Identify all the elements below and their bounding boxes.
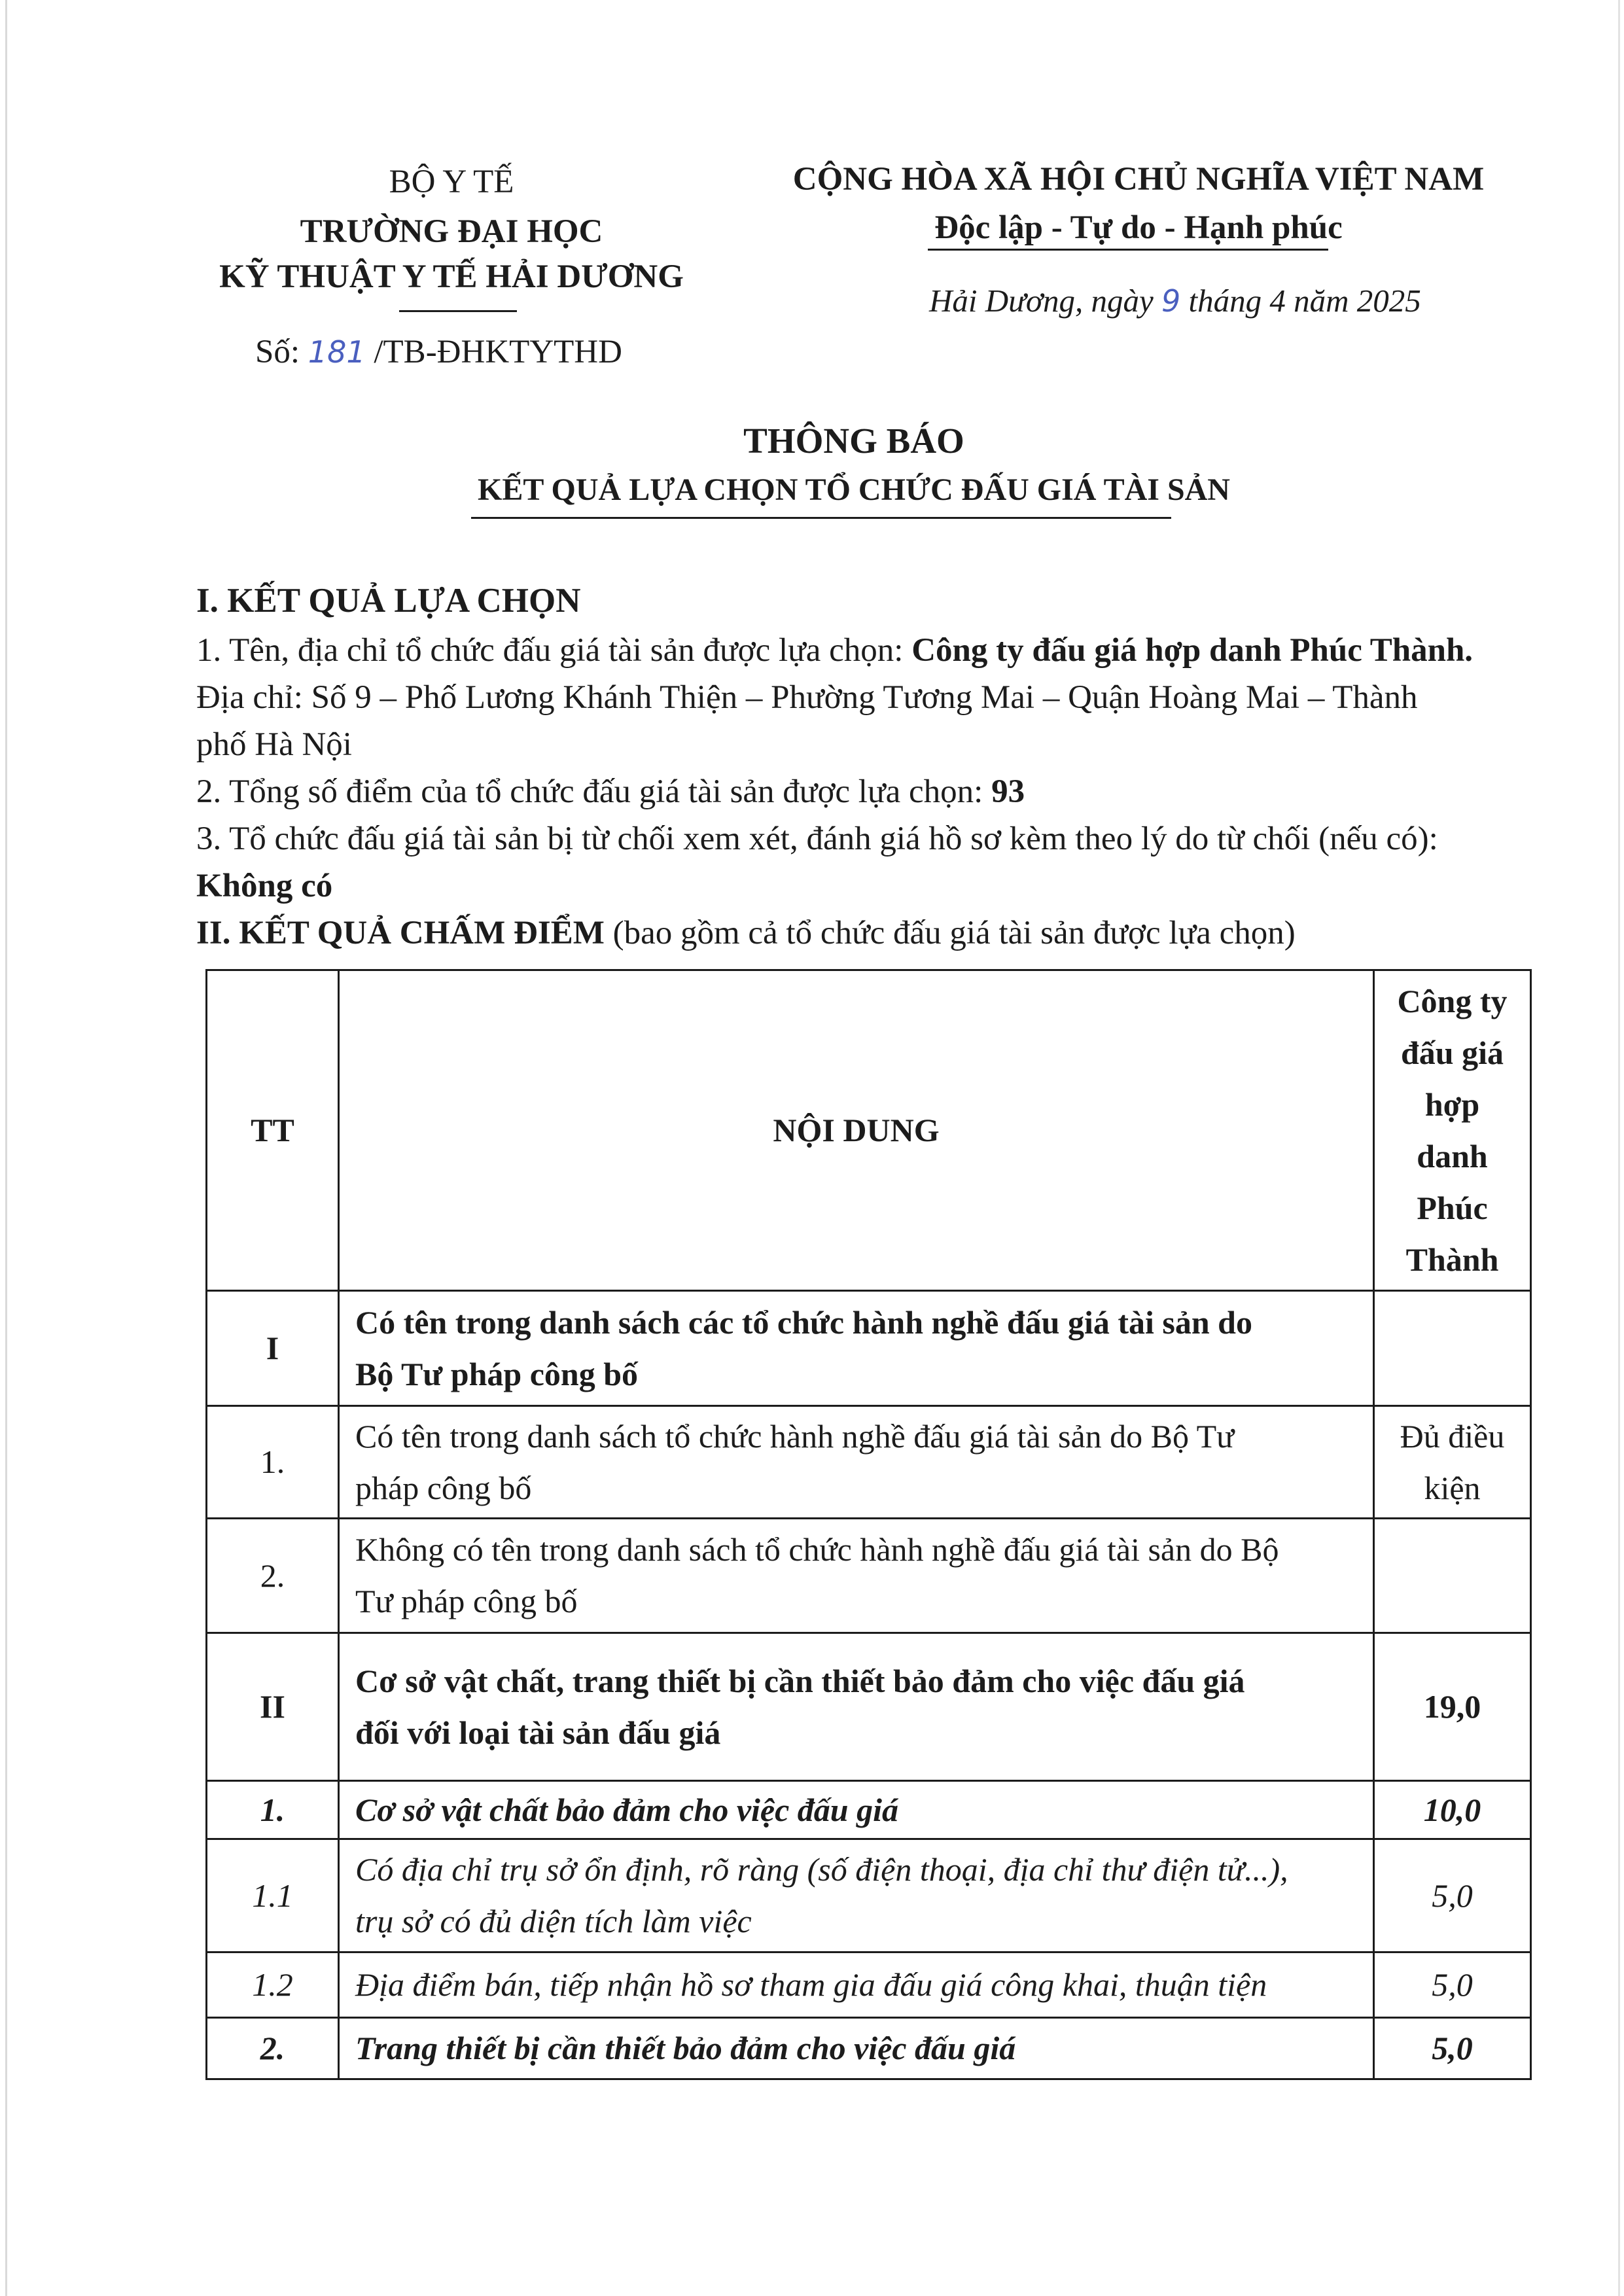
section1-heading: I. KẾT QUẢ LỰA CHỌN <box>196 582 581 620</box>
row-value <box>1374 1291 1531 1406</box>
section2-heading-line <box>196 910 1511 957</box>
row-tt: 2. <box>207 1519 339 1633</box>
row-tt: II <box>207 1633 339 1781</box>
date-suffix: tháng 4 năm 2025 <box>1188 283 1421 319</box>
document-subtitle: KẾT QUẢ LỰA CHỌN TỔ CHỨC ĐẤU GIÁ TÀI SẢN <box>478 472 1230 507</box>
document-title: THÔNG BÁO <box>743 421 964 461</box>
table-row <box>207 1519 1531 1633</box>
header-org-line: Công ty <box>1397 982 1508 1019</box>
row-value-line: 19,0 <box>1423 1688 1481 1725</box>
header-org-line: hợp <box>1424 1086 1480 1123</box>
row-content <box>339 1839 1374 1952</box>
row-content-line: Bộ Tư pháp công bố <box>355 1355 639 1392</box>
row-content-line: Trang thiết bị cần thiết bảo đảm cho việc đấu giá <box>355 2030 1016 2066</box>
item2-text: 2. Tổng số điểm của tổ chức đấu giá tài sản được lựa chọn: <box>196 773 992 810</box>
row-tt: 2. <box>207 2018 339 2079</box>
nation-name: CỘNG HÒA XÃ HỘI CHỦ NGHĨA VIỆT NAM <box>792 161 1485 198</box>
date-line <box>929 276 1421 326</box>
doc-number-prefix: Số: <box>255 334 300 370</box>
item3-answer: Không có <box>196 868 333 904</box>
row-tt: 1. <box>207 1781 339 1839</box>
page-edge-right <box>1618 0 1620 2296</box>
motto-underline <box>928 249 1328 251</box>
row-content-line: trụ sở có đủ diện tích làm việc <box>355 1903 752 1939</box>
table-row <box>207 2018 1531 2079</box>
row-value <box>1374 2018 1531 2079</box>
row-tt: 1.2 <box>207 1952 339 2018</box>
row-content <box>339 1781 1374 1839</box>
header-tt: TT <box>207 970 339 1291</box>
row-value-line: 5,0 <box>1432 2030 1473 2066</box>
row-content <box>339 1291 1374 1406</box>
table-row <box>207 1781 1531 1839</box>
table-header-row <box>207 970 1531 1291</box>
header-org-line: đấu giá <box>1400 1034 1504 1071</box>
row-content-line: Cơ sở vật chất bảo đảm cho việc đấu giá <box>355 1791 899 1828</box>
header-org-line: Phúc <box>1417 1189 1488 1226</box>
doc-number-suffix: /TB-ĐHKTYTHD <box>374 334 622 370</box>
row-content-line: Địa điểm bán, tiếp nhận hồ sơ tham gia đấu giá công khai, thuận tiện <box>355 1966 1267 2003</box>
doc-number-handwritten: 181 <box>308 334 366 370</box>
row-value-line: 5,0 <box>1432 1877 1473 1914</box>
row-value-line: kiện <box>1424 1469 1481 1506</box>
row-content-line: Có tên trong danh sách các tổ chức hành nghề đấu giá tài sản do <box>355 1303 1252 1341</box>
table-row <box>207 1291 1531 1406</box>
row-value <box>1374 1633 1531 1781</box>
row-content-line: Có tên trong danh sách tổ chức hành nghề đấu giá tài sản do Bộ Tư <box>355 1417 1235 1455</box>
row-value-line: 10,0 <box>1423 1791 1481 1828</box>
item3-text: 3. Tổ chức đấu giá tài sản bị từ chối xem xét, đánh giá hồ sơ kèm theo lý do từ chối (nếu có): <box>196 821 1438 857</box>
national-motto: Độc lập - Tự do - Hạnh phúc <box>934 209 1343 246</box>
row-content-line: Tư pháp công bố <box>355 1583 578 1619</box>
date-day-handwritten: 9 <box>1161 283 1181 319</box>
table-row <box>207 1839 1531 1952</box>
row-content-line: Cơ sở vật chất, trang thiết bị cần thiết bảo đảm cho việc đấu giá <box>355 1662 1245 1699</box>
row-tt: I <box>207 1291 339 1406</box>
section2-heading: II. KẾT QUẢ CHẤM ĐIỂM <box>196 915 605 951</box>
row-value <box>1374 1406 1531 1519</box>
section2-heading-note: (bao gồm cả tổ chức đấu giá tài sản được lựa chọn) <box>604 915 1296 951</box>
row-value <box>1374 1519 1531 1633</box>
row-tt: 1. <box>207 1406 339 1519</box>
row-value-line: Đủ điều <box>1400 1417 1505 1455</box>
header-org-line: Thành <box>1405 1241 1499 1278</box>
row-value <box>1374 1952 1531 2018</box>
row-content-line: đối với loại tài sản đấu giá <box>355 1714 721 1751</box>
header-org-line: danh <box>1417 1137 1488 1174</box>
row-content <box>339 1519 1374 1633</box>
date-prefix: Hải Dương, ngày <box>929 283 1154 319</box>
row-value <box>1374 1781 1531 1839</box>
row-content <box>339 2018 1374 2079</box>
school-name-line1: TRƯỜNG ĐẠI HỌC <box>300 213 603 250</box>
item1-org-name: Công ty đấu giá hợp danh Phúc Thành. <box>911 632 1474 669</box>
item2-score: 93 <box>991 773 1025 810</box>
table-row <box>207 1952 1531 2018</box>
score-table <box>205 969 1532 2080</box>
school-name-line2: KỸ THUẬT Y TẾ HẢI DƯƠNG <box>219 258 684 295</box>
row-value <box>1374 1839 1531 1952</box>
item1 <box>196 627 1511 674</box>
table-row <box>207 1406 1531 1519</box>
item2 <box>196 768 1511 815</box>
row-content-line: Không có tên trong danh sách tổ chức hành nghề đấu giá tài sản do Bộ <box>355 1531 1279 1568</box>
row-tt: 1.1 <box>207 1839 339 1952</box>
body-section <box>196 576 1511 957</box>
left-header-underline <box>399 310 517 312</box>
ministry-name: BỘ Y TẾ <box>389 164 514 200</box>
header-content: NỘI DUNG <box>339 970 1374 1291</box>
row-content <box>339 1633 1374 1781</box>
row-content-line: Có địa chỉ trụ sở ổn định, rõ ràng (số điện thoại, địa chỉ thư điện tử...), <box>355 1851 1288 1888</box>
page-edge-left <box>5 0 7 2296</box>
document-number <box>255 327 622 377</box>
title-underline <box>471 517 1171 519</box>
table-row <box>207 1633 1531 1781</box>
header-org <box>1374 970 1531 1291</box>
item1-address-line1: Địa chỉ: Số 9 – Phố Lương Khánh Thiện – Phường Tương Mai – Quận Hoàng Mai – Thành <box>196 679 1418 716</box>
row-content <box>339 1406 1374 1519</box>
item1-address-line2: phố Hà Nội <box>196 726 352 763</box>
row-content-line: pháp công bố <box>355 1469 532 1506</box>
row-content <box>339 1952 1374 2018</box>
item1-text: 1. Tên, địa chỉ tổ chức đấu giá tài sản được lựa chọn: <box>196 632 912 669</box>
row-value-line: 5,0 <box>1432 1966 1473 2003</box>
